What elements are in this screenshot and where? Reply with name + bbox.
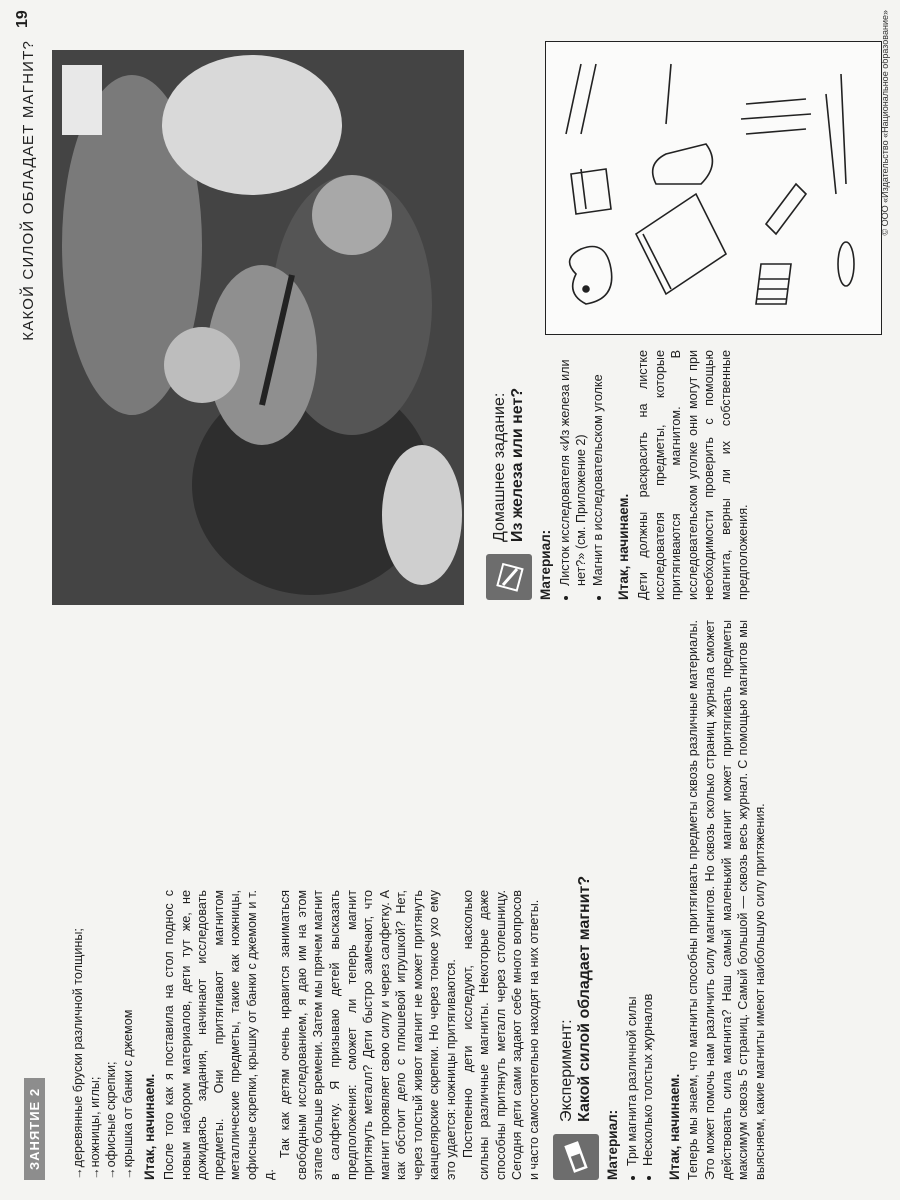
- sock-icon: [653, 144, 713, 184]
- experiment-materials: [624, 620, 657, 1180]
- material-heading: Материал:: [605, 1109, 620, 1180]
- experiment-block: [545, 620, 768, 1180]
- experiment-title: [558, 876, 594, 1122]
- materials-arrow-list: [70, 890, 136, 1180]
- objects-illustration: [545, 41, 882, 335]
- homework-header: [486, 350, 532, 600]
- homework-title-text: Из железа или нет?: [509, 387, 526, 542]
- nail-icon: [666, 64, 671, 124]
- paragraph: После того как я поставила на стол поднос с новым набором материалов, дети тут же, не дожидаясь задания, начинают исследовать предметы. Они притягивают магнитом металлические предметы, такие как ножницы, офисные скрепки, крышку от банки с джемом и т. д.: [161, 890, 276, 1180]
- experiment-label: Эксперимент:: [558, 1019, 575, 1122]
- running-title: КАКОЙ СИЛОЙ ОБЛАДАЕТ МАГНИТ?: [20, 40, 37, 341]
- list-item: → деревянные бруски различной толщины;: [70, 890, 87, 1180]
- section-heading: Итак, начинаем.: [142, 1073, 158, 1180]
- copyright-note: © ООО «Издательство «Национальное образование»: [880, 10, 890, 236]
- start-heading: Итак, начинаем.: [616, 493, 632, 600]
- list-item: • Три магнита различной силы: [624, 620, 641, 1166]
- pins-icon: [741, 99, 811, 134]
- list-item: • Листок исследователя «Из железа или нет?» (см. Приложение 2): [557, 350, 590, 586]
- page-number: 19: [14, 10, 31, 28]
- homework-block: [478, 350, 751, 600]
- classroom-photo: [52, 50, 464, 605]
- start-heading: Итак, начинаем.: [666, 1073, 682, 1180]
- homework-materials: [557, 350, 607, 600]
- pencil-icon: [566, 64, 596, 134]
- experiment-title-text: Какой силой обладает магнит?: [576, 875, 593, 1122]
- list-item: → офисные скрепки;: [103, 890, 120, 1180]
- homework-title: [491, 388, 527, 542]
- list-item: → ножницы, иглы;: [87, 890, 104, 1180]
- list-item: • Несколько толстых журналов: [640, 620, 657, 1166]
- list-item: • Магнит в исследовательском уголке: [590, 350, 607, 586]
- pencil-paper-icon: [486, 554, 532, 600]
- cup-icon: [571, 169, 611, 214]
- paperclip-icon: [838, 242, 854, 286]
- toy-dog-icon: [570, 247, 612, 305]
- hammer-icon: [766, 184, 806, 234]
- experiment-text: Теперь мы знаем, что магниты способны притягивать предметы сквозь различные материалы. Это может помочь нам различить силу магнитов. Но сквозь сколько страниц журнала сможет действовать сила магнита? Наш самый маленький магнит может притягивать предметы максимум сквозь 5 страниц. Самый большой — сквозь весь журнал. С помощью магнитов мы выясняем, какие магниты имеют наибольшую силу притяжения.: [686, 620, 767, 1180]
- homework-text: Дети должны раскрасить на листке исследователя предметы, которые притягиваются магнитом. В исследовательском уголке они могут при необходимости проверить с помощью магнита, верны ли их собственные предположения.: [635, 350, 750, 600]
- homework-label: Домашнее задание:: [491, 392, 508, 542]
- experiment-header: [553, 620, 599, 1180]
- lesson-tab: ЗАНЯТИЕ 2: [24, 1078, 45, 1180]
- book-icon: [636, 194, 726, 294]
- key-icon: [826, 74, 846, 194]
- list-item: → крышка от банки с джемом: [120, 890, 137, 1180]
- chair-icon: [756, 264, 791, 304]
- magnet-icon: [553, 1134, 599, 1180]
- column-left: [70, 890, 543, 1180]
- material-heading: Материал:: [538, 529, 553, 600]
- paragraph: Постепенно дети исследуют, насколько сильны различные магниты. Некоторые даже способны притянуть металл через столешницу. Сегодня дети сами задают себе много вопросов и часто самостоятельно находят на них ответы.: [460, 890, 542, 1180]
- paragraph: Так как детям очень нравится заниматься свободным исследованием, я даю им на этом этапе больше времени. Затем мы прячем магнит в салфетку. Я призываю детей высказать предположения: сможет ли теперь магнит притянуть металл? Дети быстро замечают, что магнит проявляет свою силу и через салфетку. А как обстоит дело с плюшевой игрушкой? Нет, через толстый живот магнит не может притянуть канцелярские скрепки. Но через тонкое ухо ему это удается: ножницы притягиваются.: [278, 890, 459, 1180]
